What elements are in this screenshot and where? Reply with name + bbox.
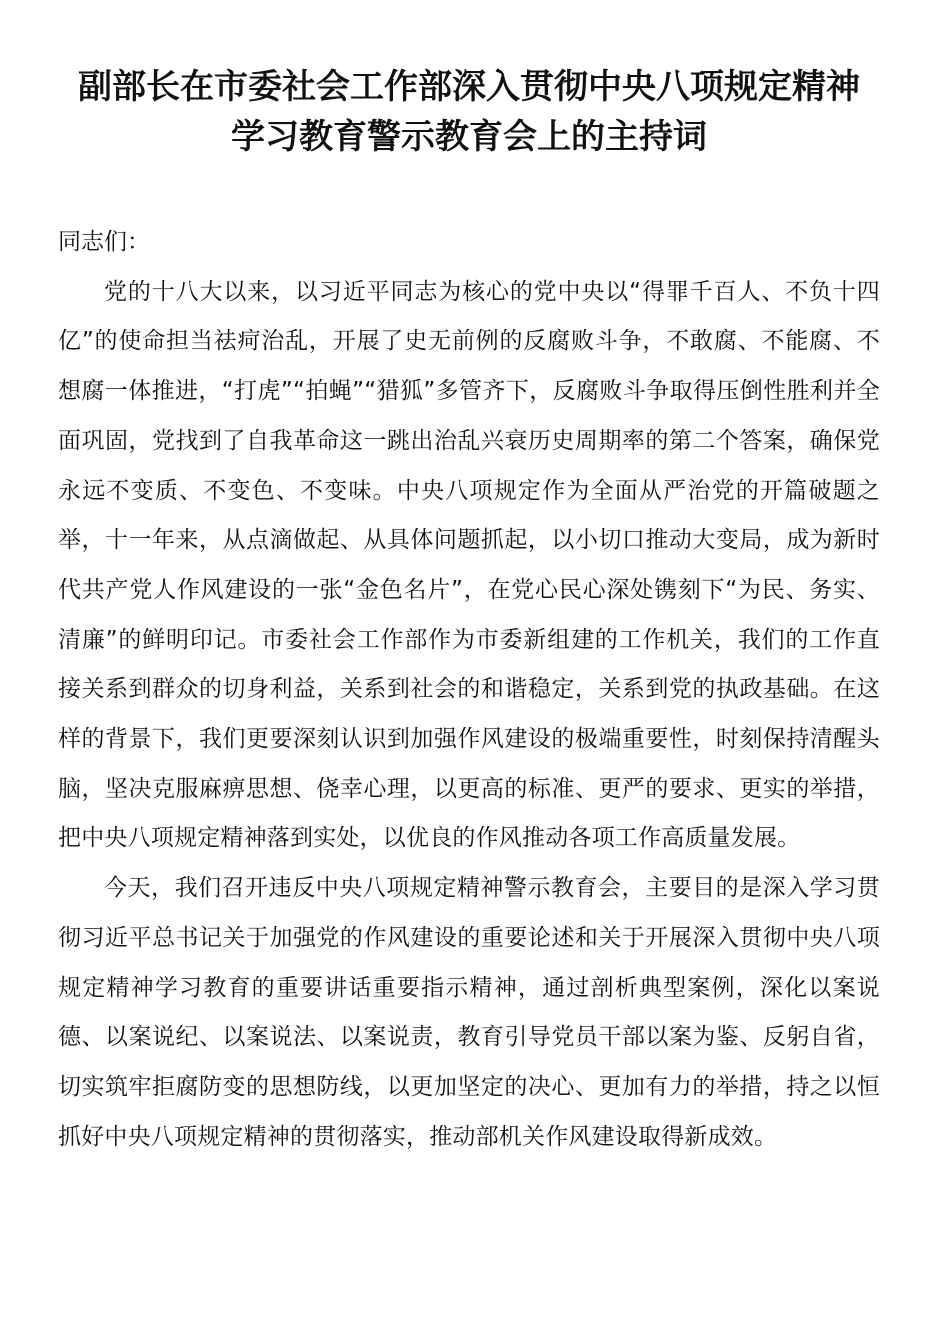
document-title bbox=[58, 62, 880, 162]
title-line-1: 副部长在市委社会工作部深入贯彻中央八项规定精神 bbox=[78, 67, 860, 107]
title-line-2: 学习教育警示教育会上的主持词 bbox=[231, 117, 707, 157]
salutation: 同志们： bbox=[58, 229, 150, 255]
body-paragraph-2: 今天，我们召开违反中央八项规定精神警示教育会，主要目的是深入学习贯彻习近平总书记关于加强党的作风建设的重要论述和关于开展深入贯彻中央八项规定精神学习教育的重要讲话重要指示精神，通过剖析典型案例，深化以案说德、以案说纪、以案说法、以案说责，教育引导党员干部以案为鉴、反躬自省，切实筑牢拒腐防变的思想防线，以更加坚定的决心、更加有力的举措，持之以恒抓好中央八项规定精神的贯彻落实，推动部机关作风建设取得新成效。 bbox=[58, 875, 880, 1150]
body-paragraph-1: 党的十八大以来，以习近平同志为核心的党中央以“得罪千百人、不负十四亿”的使命担当祛疴治乱，开展了史无前例的反腐败斗争，不敢腐、不能腐、不想腐一体推进，“打虎”“拍蝇”“猎狐”多管齐下，反腐败斗争取得压倒性胜利并全面巩固，党找到了自我革命这一跳出治乱兴衰历史周期率的第二个答案，确保党永远不变质、不变色、不变味。中央八项规定作为全面从严治党的开篇破题之举，十一年来，从点滴做起、从具体问题抓起，以小切口推动大变局，成为新时代共产党人作风建设的一张“金色名片”，在党心民心深处镌刻下“为民、务实、清廉”的鲜明印记。市委社会工作部作为市委新组建的工作机关，我们的工作直接关系到群众的切身利益，关系到社会的和谐稳定，关系到党的执政基础。在这样的背景下，我们更要深刻认识到加强作风建设的极端重要性，时刻保持清醒头脑，坚决克服麻痹思想、侥幸心理，以更高的标准、更严的要求、更实的举措，把中央八项规定精神落到实处，以优良的作风推动各项工作高质量发展。 bbox=[58, 278, 880, 852]
